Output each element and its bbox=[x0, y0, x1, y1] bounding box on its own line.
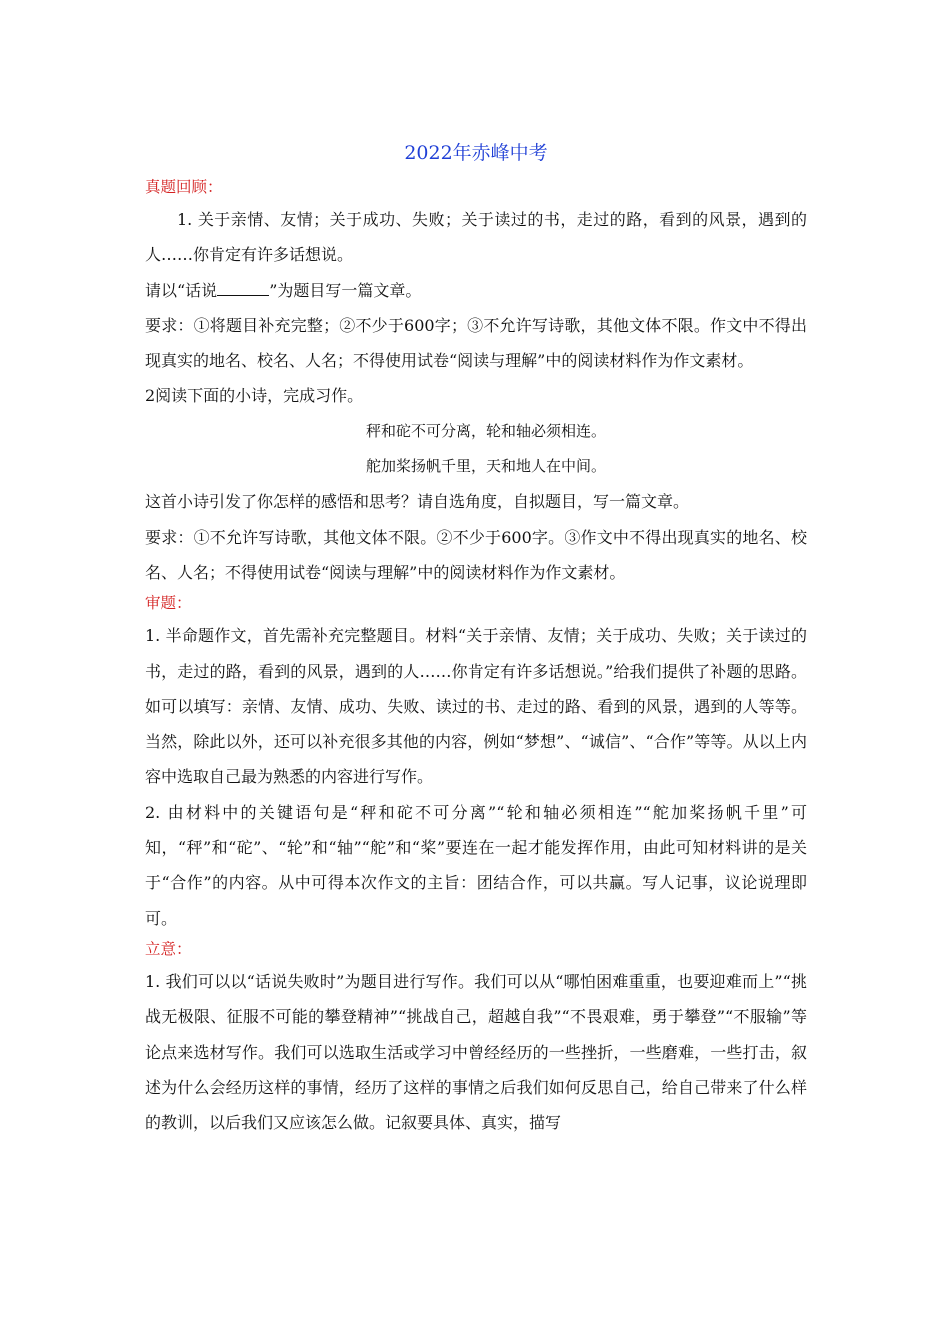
section-heading-analysis: 审题： bbox=[145, 594, 192, 613]
analysis-paragraph-1: 1. 半命题作文，首先需补充完整题目。材料“关于亲情、友情；关于成功、失败；关于读过的书，走过的路，看到的风景，遇到的人……你肯定有许多话想说。”给我们提供了补题的思路。如可以填写：亲情、友情、成功、失败、读过的书、走过的路、看到的风景，遇到的人等等。当然，除此以外，还可以补充很多其他的内容，例如“梦想”、“诚信”、“合作”等等。从以上内容中选取自己最为熟悉的内容进行写作。 bbox=[145, 626, 807, 787]
prompt-after: ”为题目写一篇文章。 bbox=[269, 280, 422, 300]
question-1-prompt bbox=[145, 273, 807, 308]
section-heading-recall: 真题回顾： bbox=[145, 178, 223, 196]
question-2-requirements: 要求：①不允许写诗歌，其他文体不限。②不少于600字。③作文中不得出现真实的地名、校名、人名；不得使用试卷“阅读与理解”中的阅读材料作为作文素材。 bbox=[145, 527, 807, 582]
concept-paragraph-1: 1. 我们可以以“话说失败时”为题目进行写作。我们可以从“哪怕困难重重，也要迎难而上”“挑战无极限、征服不可能的攀登精神”“挑战自己，超越自我”“不畏艰难，勇于攀登”“不服输”等论点来选材写作。我们可以选取生活或学习中曾经经历的一些挫折，一些磨难，一些打击，叙述为什么会经历这样的事情，经历了这样的事情之后我们如何反思自己，给自己带来了什么样的教训，以后我们又应该怎么做。记叙要具体、真实，描写 bbox=[145, 971, 807, 1133]
fill-blank bbox=[217, 281, 269, 296]
section-heading-concept: 立意： bbox=[145, 939, 192, 958]
question-1-requirements: 要求：①将题目补充完整；②不少于600字；③不允许写诗歌，其他文体不限。作文中不得出现真实的地名、校名、人名；不得使用试卷“阅读与理解”中的阅读材料作为作文素材。 bbox=[145, 315, 807, 371]
poem-line-1: 秤和砣不可分离，轮和轴必须相连。 bbox=[365, 421, 606, 440]
question-2-prompt: 这首小诗引发了你怎样的感悟和思考？请自选角度，自拟题目，写一篇文章。 bbox=[145, 492, 690, 512]
question-1-text: 1. 关于亲情、友情；关于成功、失败；关于读过的书，走过的路，看到的风景，遇到的人……你肯定有许多话想说。 bbox=[145, 210, 807, 265]
document-content bbox=[145, 138, 807, 1140]
question-2-intro: 2阅读下面的小诗，完成习作。 bbox=[145, 386, 364, 406]
page-title: 2022年赤峰中考 bbox=[404, 142, 548, 164]
prompt-before: 请以“话说 bbox=[145, 280, 218, 300]
analysis-paragraph-2: 2. 由材料中的关键语句是“秤和砣不可分离”“轮和轴必须相连”“舵加桨扬帆千里”可知，“秤”和“砣”、“轮”和“轴”“舵”和“桨”要连在一起才能发挥作用，由此可知材料讲的是关于“合作”的内容。从中可得本次作文的主旨：团结合作，可以共赢。写人记事，议论说理即可。 bbox=[145, 802, 807, 928]
poem-line-2: 舵加桨扬帆千里，天和地人在中间。 bbox=[365, 457, 606, 476]
